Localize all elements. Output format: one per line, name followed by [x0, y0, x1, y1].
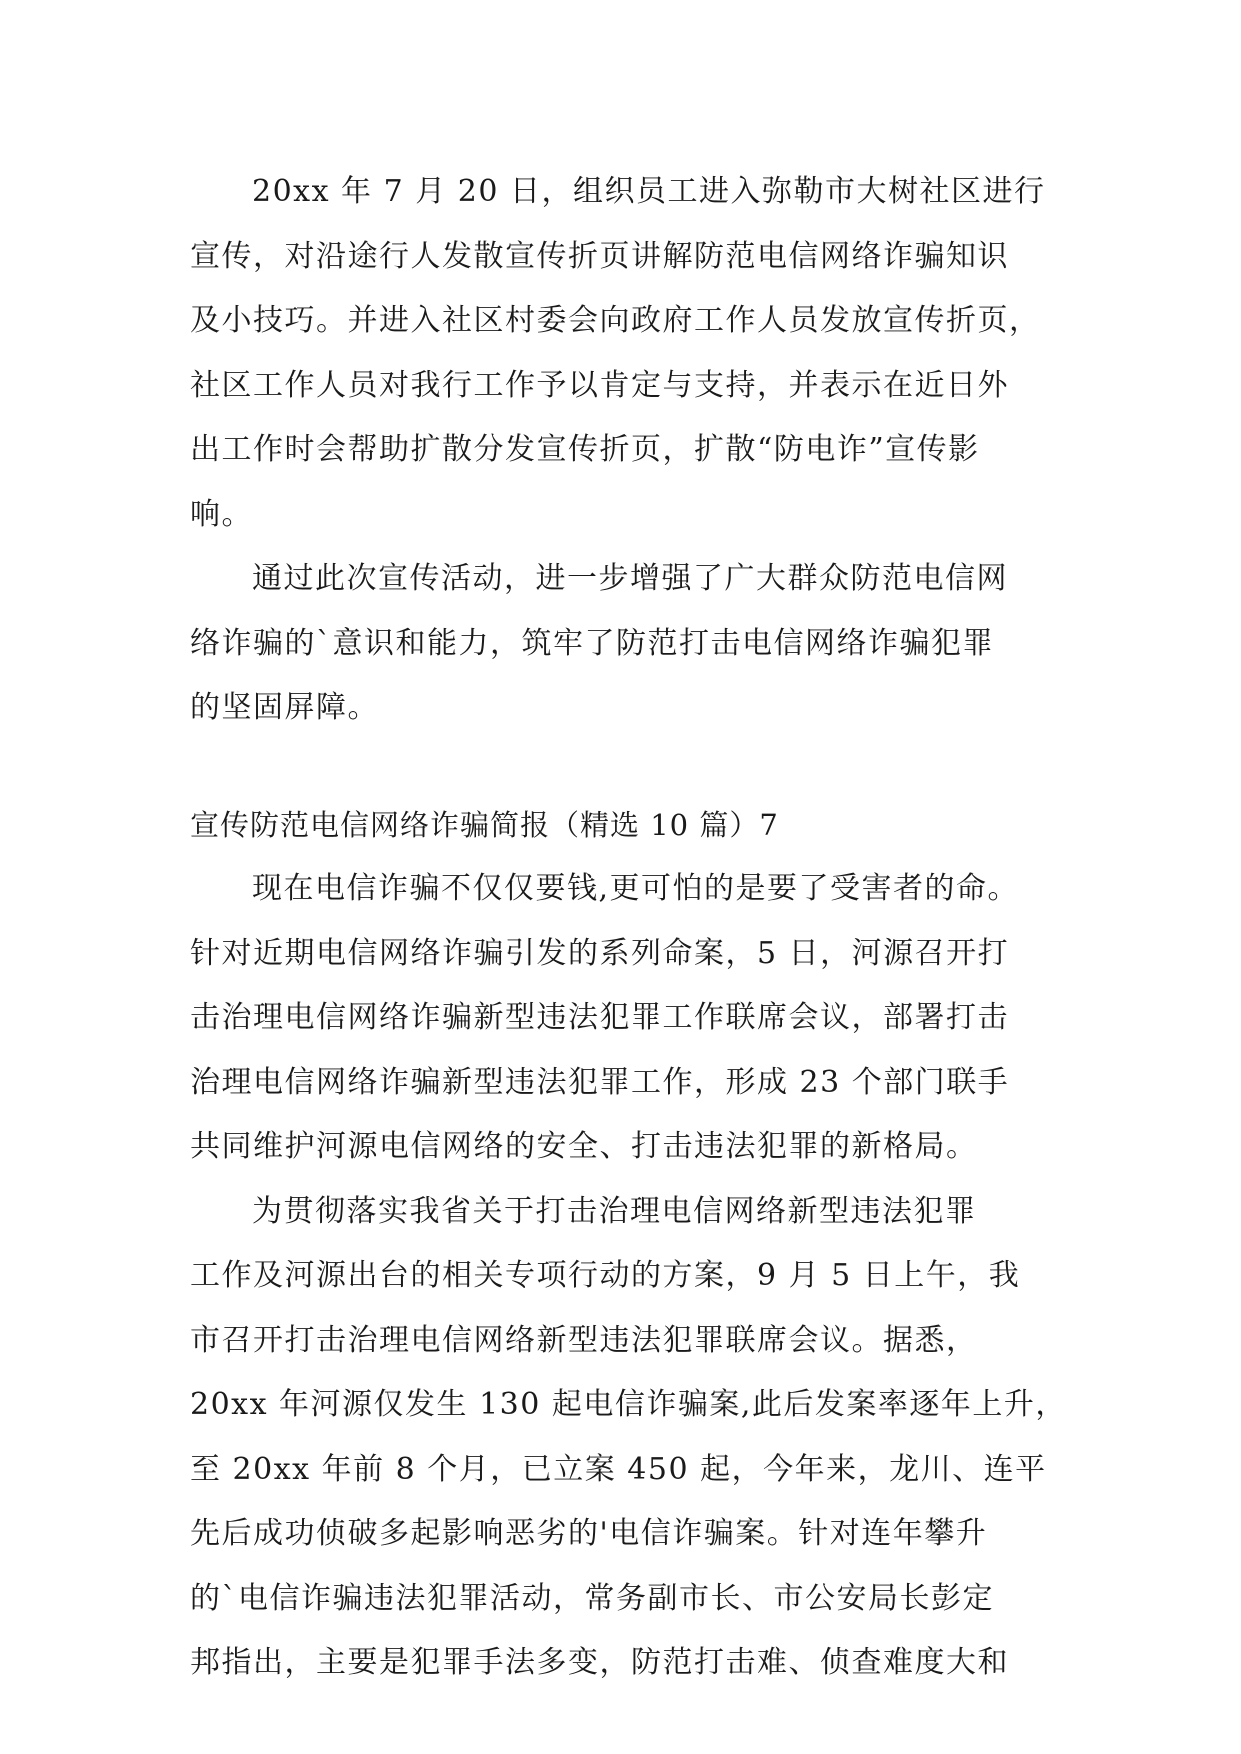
text-line: 出工作时会帮助扩散分发宣传折页，扩散“防电诈”宣传影: [190, 432, 980, 467]
text-line: 先后成功侦破多起影响恶劣的'电信诈骗案。针对连年攀升: [190, 1516, 988, 1551]
section-gap: [190, 741, 1050, 793]
text-line: 及小技巧。并进入社区村委会向政府工作人员发放宣传折页，: [190, 303, 1041, 338]
paragraph-4: [190, 1180, 1067, 1696]
text-line: 20xx 年 7 月 20 日，组织员工进入弥勒市大树社区进行: [252, 174, 1046, 209]
text-line: 络诈骗的`意识和能力，筑牢了防范打击电信网络诈骗犯罪: [190, 625, 994, 661]
text-line: 击治理电信网络诈骗新型违法犯罪工作联席会议，部署打击: [190, 1000, 1009, 1035]
paragraph-2: [190, 547, 1050, 741]
text-line: 20xx 年河源仅发生 130 起电信诈骗案,此后发案率逐年上升，: [190, 1387, 1067, 1422]
paragraph-1: [190, 160, 1050, 547]
paragraph-3: [190, 857, 1050, 1180]
text-line: 至 20xx 年前 8 个月，已立案 450 起，今年来，龙川、连平: [190, 1451, 1047, 1487]
text-line: 市召开打击治理电信网络新型违法犯罪联席会议。据悉，: [190, 1322, 978, 1358]
text-line: 社区工作人员对我行工作予以肯定与支持，并表示在近日外: [190, 367, 1009, 403]
text-line: 宣传，对沿途行人发散宣传折页讲解防范电信网络诈骗知识: [190, 238, 1009, 274]
text-line: 通过此次宣传活动，进一步增强了广大群众防范电信网: [252, 561, 1008, 596]
text-line: 响。: [190, 496, 253, 532]
text-line: 共同维护河源电信网络的安全、打击违法犯罪的新格局。: [190, 1129, 978, 1164]
document-body: [190, 160, 1067, 1696]
text-line: 的`电信诈骗违法犯罪活动，常务副市长、市公安局长彭定: [190, 1580, 994, 1616]
text-line: 治理电信网络诈骗新型违法犯罪工作，形成 23 个部门联手: [190, 1064, 1010, 1100]
text-line: 邦指出，主要是犯罪手法多变，防范打击难、侦查难度大和: [190, 1645, 1009, 1680]
text-line: 针对近期电信网络诈骗引发的系列命案，5 日，河源召开打: [190, 935, 1010, 971]
text-line: 工作及河源出台的相关专项行动的方案，9 月 5 日上午，我: [190, 1258, 1021, 1293]
text-line: 的坚固屏障。: [190, 690, 379, 725]
text-line: 现在电信诈骗不仅仅要钱,更可怕的是要了受害者的命。: [252, 871, 1020, 906]
section-heading: 宣传防范电信网络诈骗简报（精选 10 篇）7: [190, 807, 779, 842]
text-line: 为贯彻落实我省关于打击治理电信网络新型违法犯罪: [252, 1193, 977, 1229]
